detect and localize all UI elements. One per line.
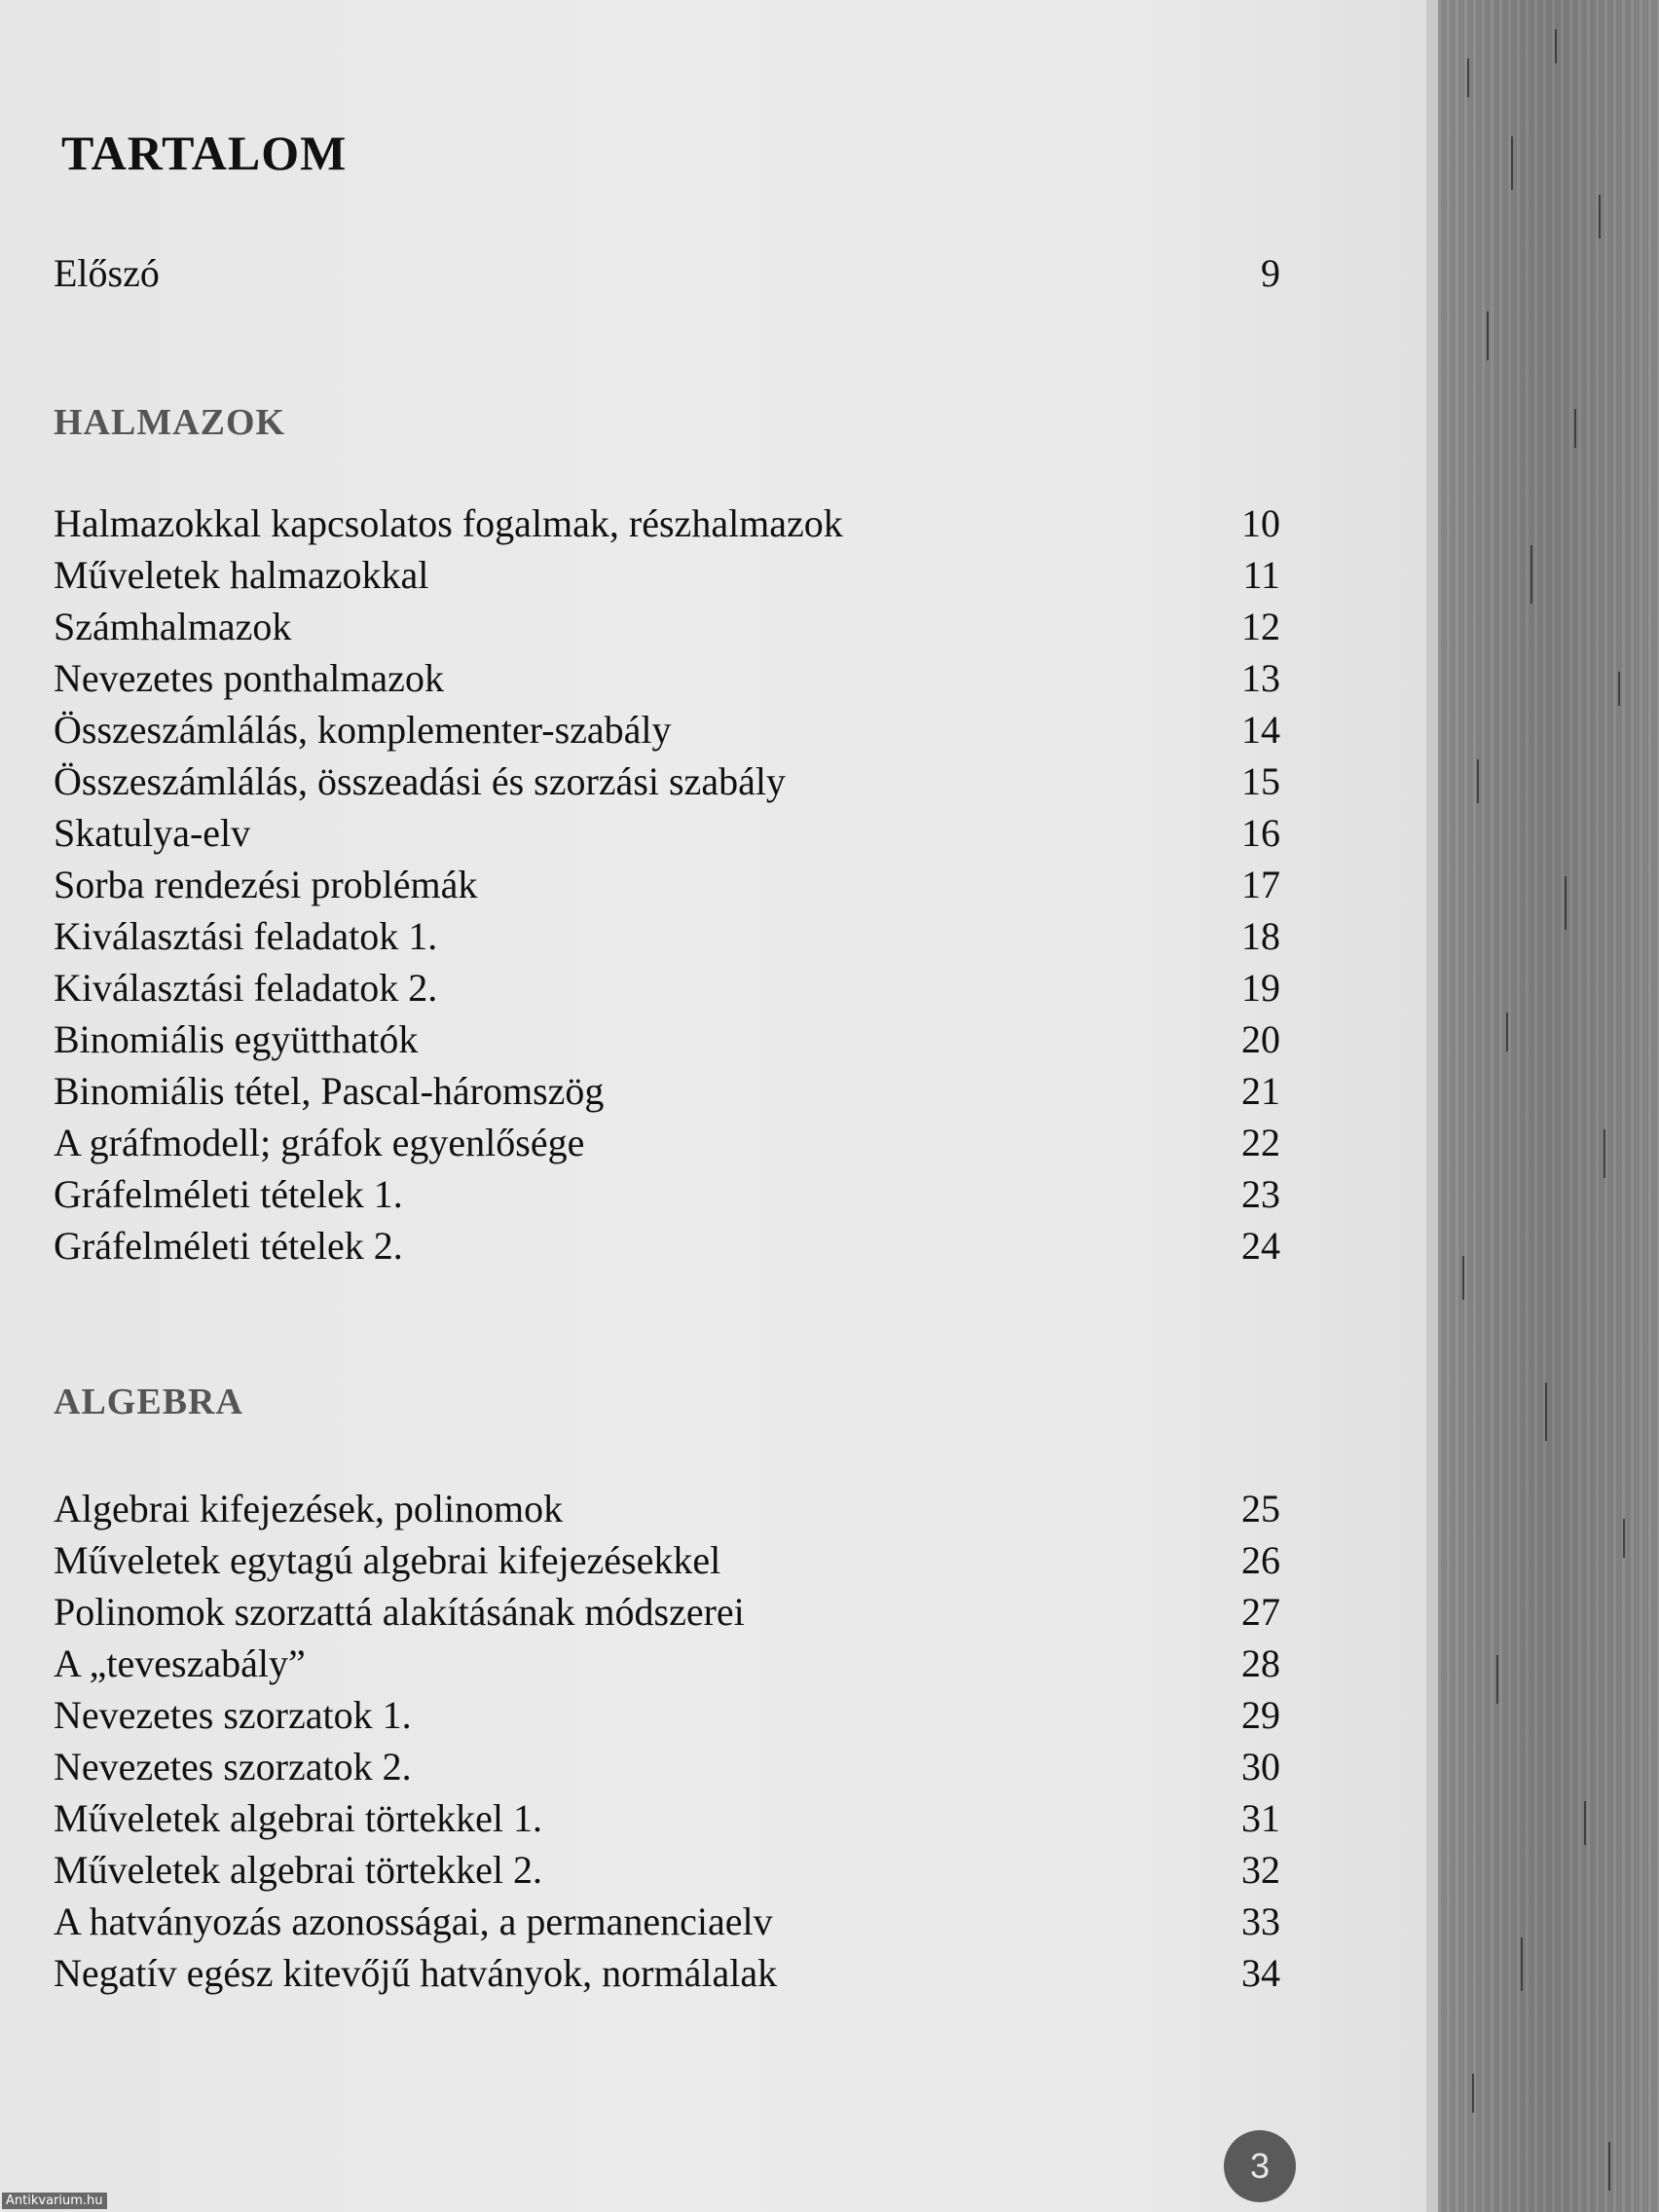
toc-entry-page: 22 bbox=[1241, 1121, 1280, 1164]
toc-entry bbox=[54, 1484, 1280, 1534]
toc-entry-label: A gráfmodell; gráfok egyenlősége bbox=[54, 1121, 585, 1164]
toc-entry bbox=[54, 1118, 1280, 1168]
toc-entry bbox=[54, 550, 1280, 601]
toc-entry-page: 13 bbox=[1241, 656, 1280, 700]
toc-entry bbox=[54, 1948, 1280, 1999]
page-title: TARTALOM bbox=[61, 126, 348, 180]
toc-entry-label: Kiválasztási feladatok 2. bbox=[54, 966, 438, 1010]
wood-grain bbox=[1584, 1801, 1586, 1845]
toc-entry-label: Gráfelméleti tételek 2. bbox=[54, 1224, 403, 1268]
toc-entry-label: Skatulya-elv bbox=[54, 811, 251, 855]
toc-entry-label: Sorba rendezési problémák bbox=[54, 863, 478, 906]
toc-entry bbox=[54, 860, 1280, 910]
toc-entry-preface bbox=[54, 248, 1280, 299]
toc-entry-label: Halmazokkal kapcsolatos fogalmak, részhalmazok bbox=[54, 501, 843, 545]
watermark-text: Antikvarium.hu bbox=[2, 2193, 107, 2209]
toc-entry-page: 9 bbox=[1261, 251, 1280, 295]
toc-entry-page: 32 bbox=[1241, 1848, 1280, 1892]
wood-grain bbox=[1487, 312, 1489, 360]
toc-entry-label: Gráfelméleti tételek 1. bbox=[54, 1172, 403, 1216]
toc-entry bbox=[54, 602, 1280, 652]
wood-grain bbox=[1506, 1013, 1508, 1051]
section-heading-algebra: ALGEBRA bbox=[54, 1382, 243, 1422]
toc-entry-page: 18 bbox=[1241, 914, 1280, 958]
toc-entry-page: 27 bbox=[1241, 1590, 1280, 1634]
wood-grain bbox=[1462, 1256, 1464, 1300]
toc-entry bbox=[54, 911, 1280, 962]
toc-entry-label: Binomiális együtthatók bbox=[54, 1017, 419, 1061]
wood-grain bbox=[1574, 409, 1576, 448]
page-number-badge: 3 bbox=[1224, 2130, 1296, 2202]
toc-entry bbox=[54, 1742, 1280, 1792]
toc-entry-page: 25 bbox=[1241, 1487, 1280, 1530]
toc-entry-label: Összeszámlálás, komplementer-szabály bbox=[54, 708, 672, 752]
toc-entry bbox=[54, 756, 1280, 807]
toc-entry-label: Műveletek algebrai törtekkel 1. bbox=[54, 1796, 543, 1840]
toc-entry-label: Nevezetes ponthalmazok bbox=[54, 656, 444, 700]
toc-entry-label: Kiválasztási feladatok 1. bbox=[54, 914, 438, 958]
toc-entry-page: 16 bbox=[1241, 811, 1280, 855]
page-edge bbox=[1426, 0, 1438, 2212]
toc-entry bbox=[54, 653, 1280, 704]
toc-entry-page: 19 bbox=[1241, 966, 1280, 1010]
toc-entry-label: A hatványozás azonosságai, a permanenciaelv bbox=[54, 1899, 773, 1943]
toc-entry bbox=[54, 1169, 1280, 1220]
toc-entry-page: 33 bbox=[1241, 1899, 1280, 1943]
wood-grain bbox=[1467, 58, 1469, 97]
toc-entry-page: 31 bbox=[1241, 1796, 1280, 1840]
toc-entry-page: 26 bbox=[1241, 1538, 1280, 1582]
toc-entry bbox=[54, 1066, 1280, 1117]
toc-entry bbox=[54, 1793, 1280, 1844]
toc-entry-page: 30 bbox=[1241, 1745, 1280, 1788]
toc-entry-label: Műveletek algebrai törtekkel 2. bbox=[54, 1848, 543, 1892]
toc-entry-page: 21 bbox=[1241, 1069, 1280, 1113]
toc-entry bbox=[54, 1221, 1280, 1272]
wood-grain bbox=[1496, 1655, 1498, 1704]
toc-entry-page: 17 bbox=[1241, 863, 1280, 906]
toc-entry-page: 28 bbox=[1241, 1641, 1280, 1685]
toc-entry bbox=[54, 963, 1280, 1014]
toc-entry bbox=[54, 1014, 1280, 1065]
wood-grain bbox=[1618, 672, 1620, 706]
toc-entry bbox=[54, 1535, 1280, 1586]
toc-entry-page: 10 bbox=[1241, 501, 1280, 545]
toc-entry-label: Negatív egész kitevőjű hatványok, normálalak bbox=[54, 1951, 778, 1995]
toc-entry-page: 15 bbox=[1241, 759, 1280, 803]
toc-entry-page: 34 bbox=[1241, 1951, 1280, 1995]
toc-entry-label: A „teveszabály” bbox=[54, 1641, 306, 1685]
toc-entry-label: Binomiális tétel, Pascal-háromszög bbox=[54, 1069, 605, 1113]
toc-entry-label: Számhalmazok bbox=[54, 605, 292, 648]
toc-entry-page: 20 bbox=[1241, 1017, 1280, 1061]
wood-grain bbox=[1604, 1129, 1605, 1178]
wood-grain bbox=[1599, 195, 1601, 239]
toc-entry bbox=[54, 1845, 1280, 1896]
toc-entry-label: Műveletek halmazokkal bbox=[54, 553, 429, 597]
toc-entry-label: Algebrai kifejezések, polinomok bbox=[54, 1487, 564, 1530]
toc-entry bbox=[54, 705, 1280, 756]
toc-entry-page: 24 bbox=[1241, 1224, 1280, 1268]
wood-grain bbox=[1472, 2074, 1474, 2113]
wood-grain bbox=[1477, 759, 1479, 803]
toc-entry-label: Nevezetes szorzatok 2. bbox=[54, 1745, 412, 1788]
wood-grain bbox=[1511, 136, 1513, 190]
wood-grain bbox=[1530, 545, 1532, 604]
wood-grain bbox=[1608, 2142, 1610, 2191]
toc-entry-label: Polinomok szorzattá alakításának módszerei bbox=[54, 1590, 745, 1634]
toc-entry bbox=[54, 1690, 1280, 1741]
wood-grain bbox=[1545, 1382, 1547, 1441]
wooden-surface bbox=[1438, 0, 1659, 2212]
toc-entry-label: Nevezetes szorzatok 1. bbox=[54, 1693, 412, 1737]
toc-entry bbox=[54, 498, 1280, 549]
wood-grain bbox=[1521, 1937, 1523, 1991]
toc-entry bbox=[54, 1639, 1280, 1689]
toc-entry bbox=[54, 1587, 1280, 1638]
wood-grain bbox=[1555, 29, 1557, 63]
toc-entry bbox=[54, 1897, 1280, 1947]
toc-entry-page: 14 bbox=[1241, 708, 1280, 752]
wood-grain bbox=[1623, 1519, 1625, 1558]
section-heading-halmazok: HALMAZOK bbox=[54, 402, 286, 443]
toc-entry-label: Összeszámlálás, összeadási és szorzási szabály bbox=[54, 759, 786, 803]
toc-entry-label: Előszó bbox=[54, 251, 160, 295]
toc-entry-label: Műveletek egytagú algebrai kifejezésekkel bbox=[54, 1538, 721, 1582]
wood-grain bbox=[1565, 876, 1567, 930]
toc-entry bbox=[54, 808, 1280, 859]
toc-entry-page: 11 bbox=[1242, 553, 1280, 597]
toc-entry-page: 29 bbox=[1241, 1693, 1280, 1737]
toc-entry-page: 23 bbox=[1241, 1172, 1280, 1216]
toc-entry-page: 12 bbox=[1241, 605, 1280, 648]
